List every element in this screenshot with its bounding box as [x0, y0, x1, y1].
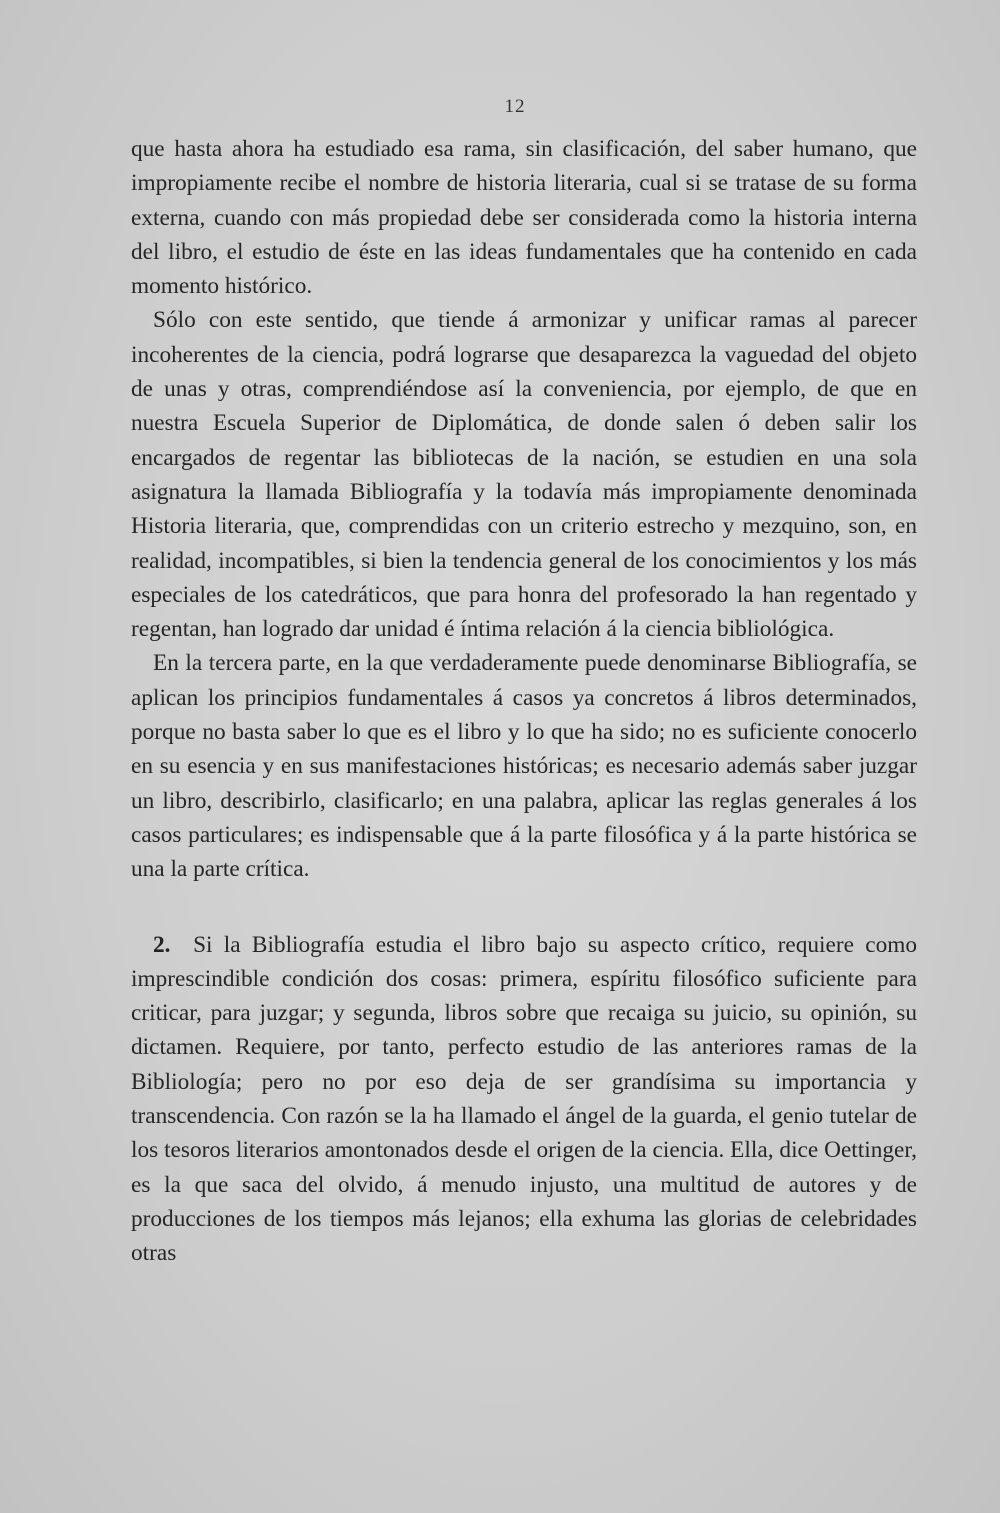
paragraph-continuation: que hasta ahora ha estudiado esa rama, sin clasificación, del saber humano, que impropiamente recibe el nombre de historia literaria, cual si se tratase de su forma externa, cuando con más propiedad debe ser considerada como la historia interna del libro, el estudio de éste en las ideas fundamentales que ha contenido en cada momento histórico. — [131, 136, 917, 300]
section-2-paragraph — [131, 928, 917, 1271]
section-number: 2. — [153, 931, 171, 958]
section-2-text: Si la Bibliografía estudia el libro bajo su aspecto crítico, requiere como imprescindible condición dos cosas: primera, espíritu filosófico suficiente para criticar, para juzgar; y segunda, libros sobre que recaiga su juicio, su opinión, su dictamen. Requiere, por tanto, perfecto estudio de las anteriores ramas de la Bibliología; pero no por eso deja de ser grandísima su importancia y transcendencia. Con razón se la ha llamado el ángel de la guarda, el genio tutelar de los tesoros literarios amontonados desde el origen de la ciencia. Ella, dice Oettinger, es la que saca del olvido, á menudo injusto, una multitud de autores y de producciones de los tiempos más lejanos; ella exhuma las glorias de celebridades otras — [131, 931, 917, 1267]
page-number: 12 — [504, 96, 526, 117]
paragraph-tercera-parte: En la tercera parte, en la que verdaderamente puede denominarse Bibliografía, se aplican los principios fundamentales á casos ya concretos á libros determinados, porque no basta saber lo que es el libro y lo que ha sido; no es suficiente conocerlo en su esencia y en sus manifestaciones históricas; es necesario además saber juzgar un libro, describirlo, clasificarlo; en una palabra, aplicar las reglas generales á los casos particulares; es indispensable que á la parte filosófica y á la parte histórica se una la parte crítica. — [131, 650, 917, 883]
section-spacer — [131, 887, 917, 928]
paragraph-sentido: Sólo con este sentido, que tiende á armonizar y unificar ramas al parecer incoherentes de la ciencia, podrá lograrse que desaparezca la vaguedad del objeto de unas y otras, comprendiéndose así la conveniencia, por ejemplo, de que en nuestra Escuela Superior de Diplomática, de donde salen ó deben salir los encargados de regentar las bibliotecas de la nación, se estudien en una sola asignatura la llamada Bibliografía y la todavía más impropiamente denominada Historia literaria, que, comprendidas con un criterio estrecho y mezquino, son, en realidad, incompatibles, si bien la tendencia general de los conocimientos y los más especiales de los catedráticos, que para honra del profesorado la han regentado y regentan, han logrado dar unidad é íntima relación á la ciencia bibliológica. — [131, 307, 917, 643]
body-text — [131, 132, 917, 1271]
